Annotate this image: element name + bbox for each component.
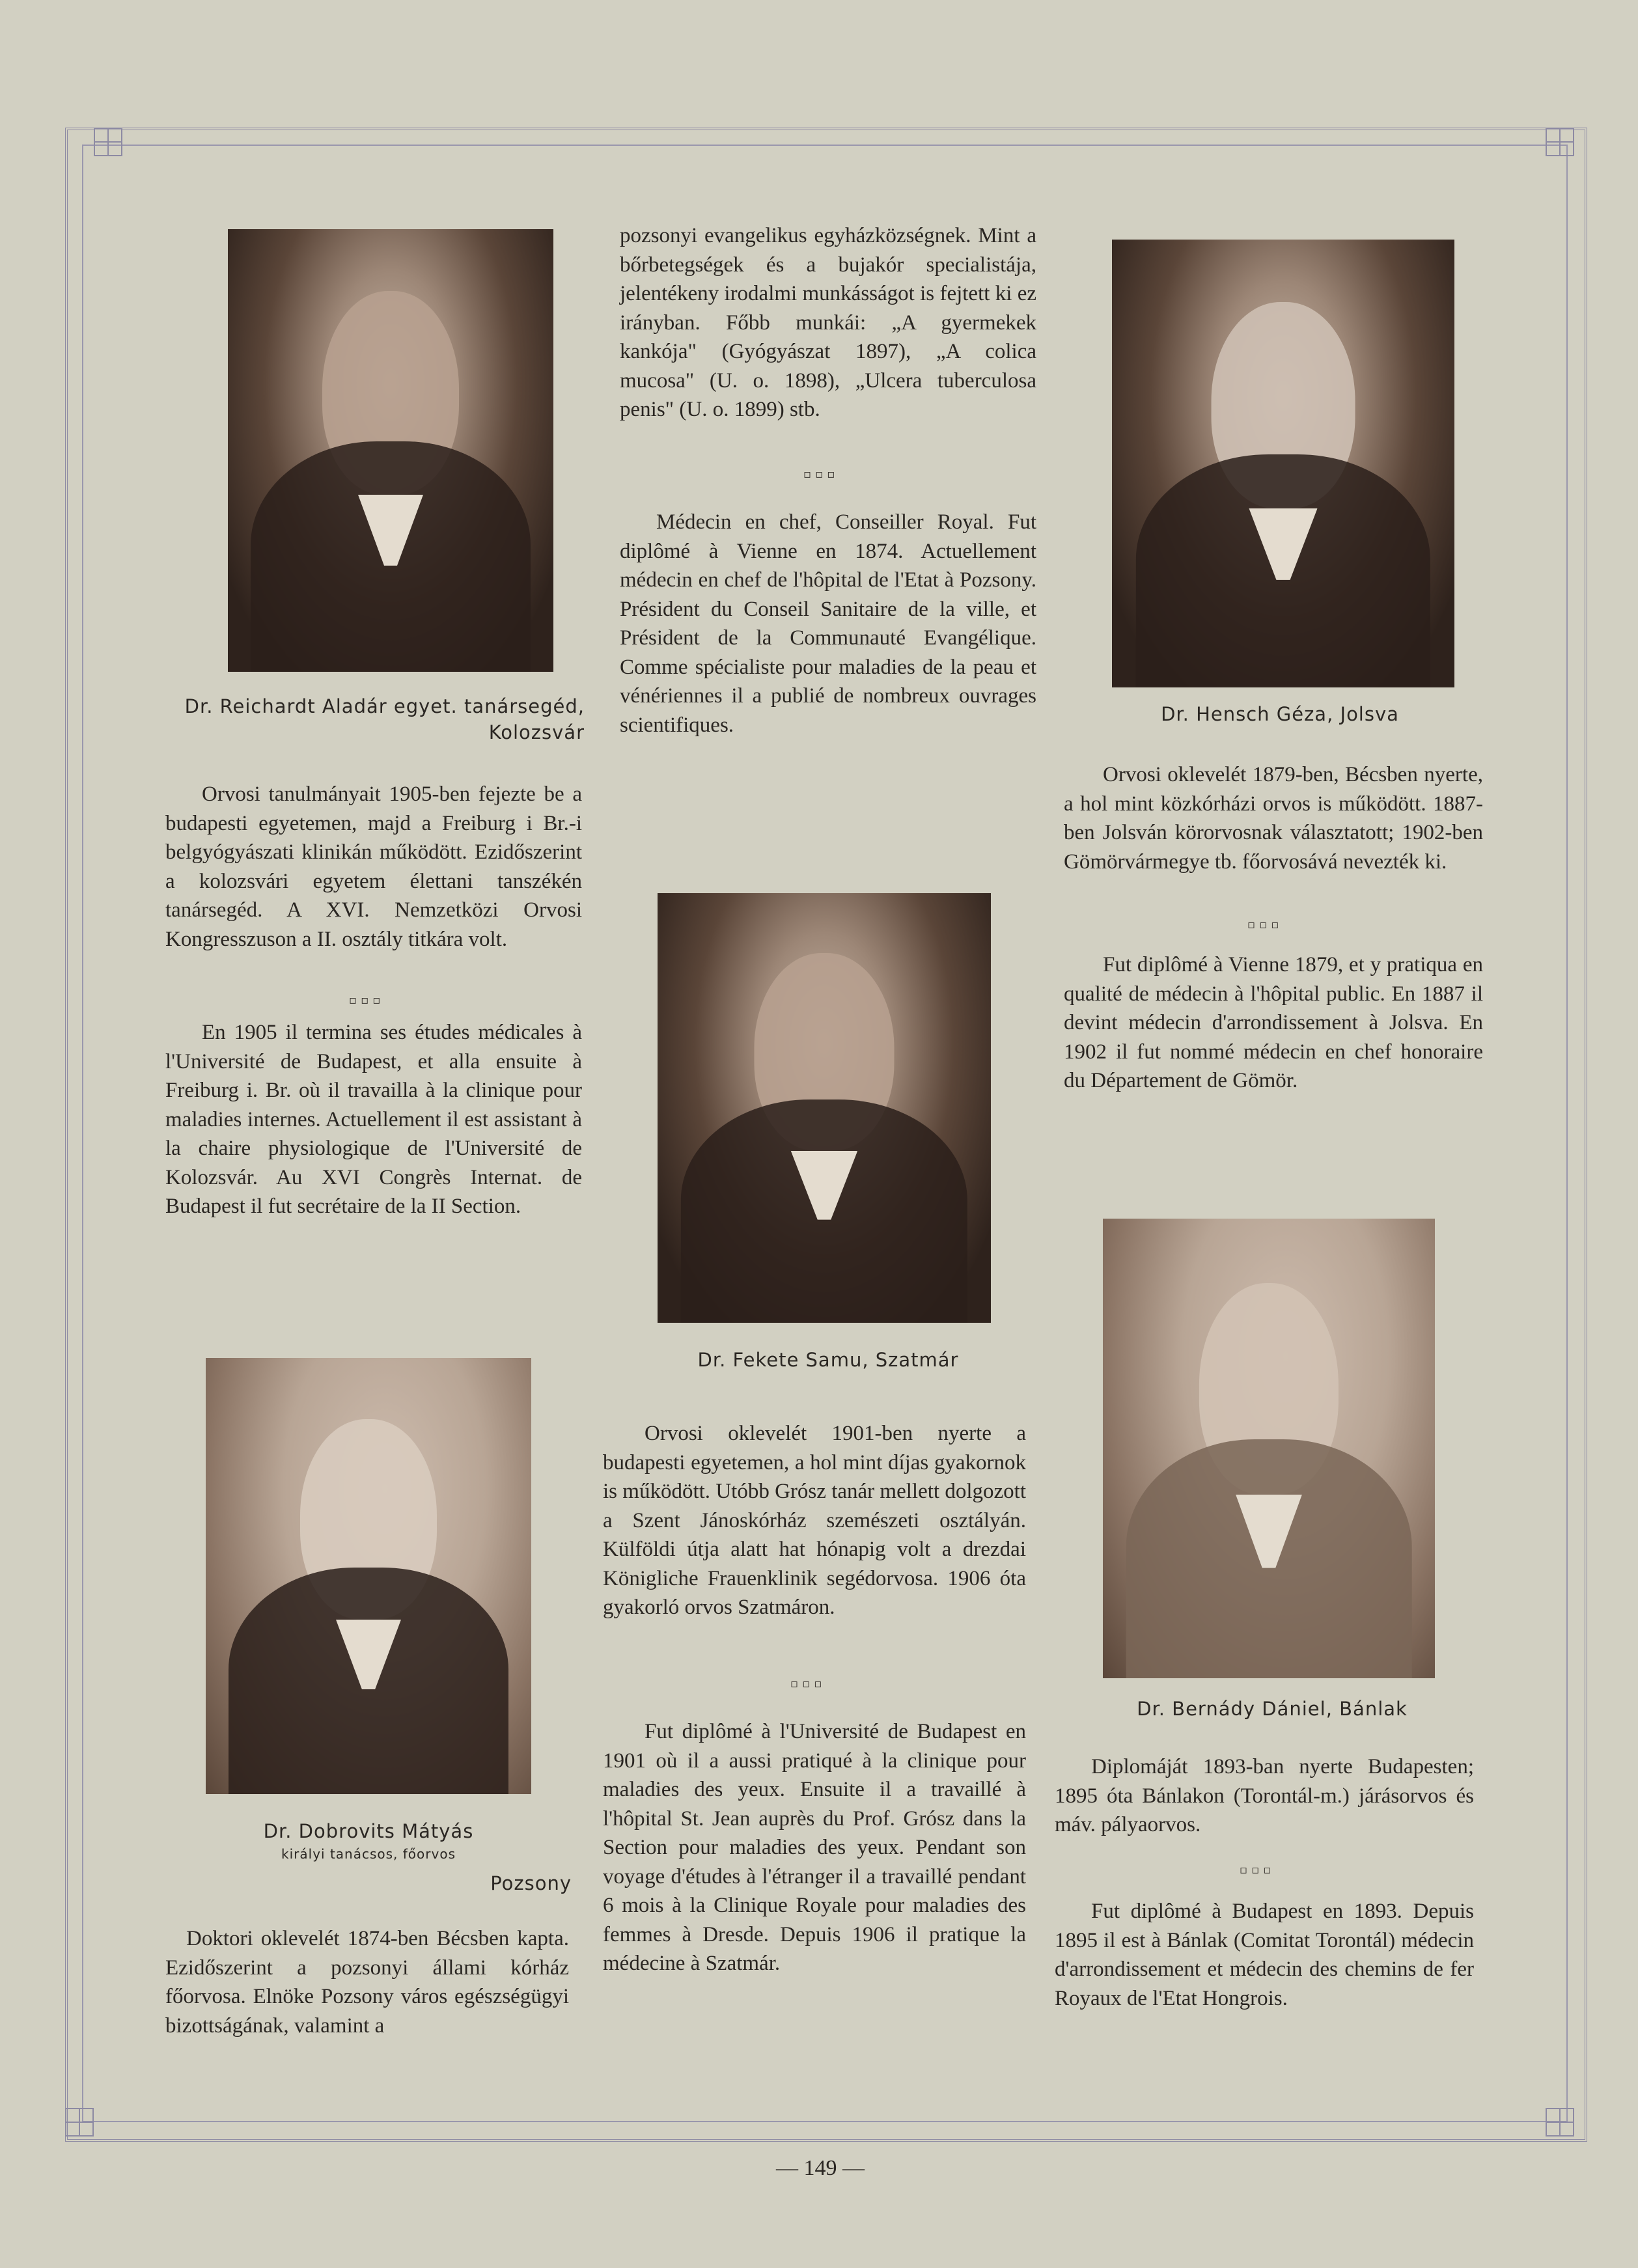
corner-ornament-bottom-left <box>65 2108 94 2137</box>
portrait-reichardt <box>228 229 553 672</box>
caption-dobrovits-title: királyi tanácsos, főorvos <box>281 1846 456 1862</box>
caption-reichardt-name: Dr. Reichardt Aladár egyet. tanársegéd, <box>184 695 585 717</box>
corner-ornament-bottom-right <box>1546 2108 1574 2137</box>
bio-bernady-hungarian: Diplomáját 1893-ban nyerte Budapesten; 1895 óta Bánlakon (Torontál-m.) járásorvos és máv. pályaorvos. <box>1055 1755 1474 1836</box>
portrait-bernady <box>1103 1219 1435 1678</box>
caption-dobrovits-place: Pozsony <box>490 1872 572 1894</box>
bio-dobrovits-hungarian: Doktori oklevelét 1874-ben Bécsben kapta. Ezidőszerint a pozsonyi állami kórház főorvosa. Elnöke Pozsony város egészségügyi bizottságának, valamint a <box>165 1927 569 2038</box>
bio-dobrovits-french: Médecin en chef, Conseiller Royal. Fut diplômé à Vienne en 1874. Actuellement médecin en chef de l'hôpital de l'Etat à Pozsony. Président du Conseil Sanitaire de la ville, et Président de la Communauté Evangélique. Comme spécialiste pour maladies de la peau et vénériennes il a publié de nombreux ouvrages scientifiques. <box>620 510 1036 737</box>
bio-reichardt-hungarian: Orvosi tanulmányait 1905-ben fejezte be a budapesti egyetemen, majd a Freiburg i Br.-i belgyógyászati klinikán működött. Ezidőszerint a kolozsvári egyetem élettani tanszékén tanársegéd. A XVI. Nemzetközi Orvosi Kongresszuson a II. osztály titkára volt. <box>165 782 582 951</box>
bio-hensch-hungarian: Orvosi oklevelét 1879-ben, Bécsben nyerte, a hol mint közkórházi orvos is működött. 1887-ben Jolsván körorvosnak választatott; 1902-ben Gömörvármegye tb. főorvosává nevezték ki. <box>1064 763 1483 874</box>
section-separator: ▫▫▫ <box>349 993 385 1007</box>
caption-bernady-name: Dr. Bernády Dániel, Bánlak <box>1137 1698 1408 1720</box>
corner-ornament-top-right <box>1546 128 1574 156</box>
corner-ornament-top-left <box>94 128 122 156</box>
caption-dobrovits-name: Dr. Dobrovits Mátyás <box>263 1820 474 1842</box>
section-separator: ▫▫▫ <box>790 1677 826 1691</box>
caption-reichardt-place: Kolozsvár <box>488 721 585 743</box>
bio-bernady-french: Fut diplômé à Budapest en 1893. Depuis 1895 il est à Bánlak (Comitat Torontál) médecin d'arrondissement et médecin des chemins de fer Royaux de l'Etat Hongrois. <box>1055 1900 1474 2010</box>
bio-fekete-french: Fut diplômé à l'Université de Budapest en 1901 où il a aussi pratiqué à la clinique pour maladies des yeux. Ensuite il a travaillé à l'hôpital St. Jean auprès du Prof. Grósz dans la Section pour maladies des yeux. Pendant son voyage d'études à l'étranger il a travaillé pendant 6 mois à la Clinique Royale pour maladies des femmes à Dresde. Depuis 1906 il pratique la médecine à Szatmár. <box>603 1720 1026 1975</box>
portrait-dobrovits <box>206 1358 531 1794</box>
section-separator: ▫▫▫ <box>1240 1863 1275 1877</box>
section-separator: ▫▫▫ <box>1247 918 1283 932</box>
bio-reichardt-french: En 1905 il termina ses études médicales à l'Université de Budapest, et alla ensuite à Freiburg i. Br. où il travailla à la clinique pour maladies internes. Actuellement il est assistant à la chaire physiologique de l'Université de Kolozsvár. Au XVI Congrès Internat. de Budapest il fut secrétaire de la II Section. <box>165 1021 582 1218</box>
page-number: — 149 — <box>776 2156 865 2180</box>
caption-fekete-name: Dr. Fekete Samu, Szatmár <box>697 1349 959 1371</box>
portrait-hensch <box>1112 240 1454 687</box>
portrait-fekete <box>658 893 991 1323</box>
section-separator: ▫▫▫ <box>803 467 839 481</box>
bio-hensch-french: Fut diplômé à Vienne 1879, et y pratiqua en qualité de médecin à l'hôpital public. En 1887 il devint médecin d'arrondissement à Jolsva. En 1902 il fut nommé médecin en chef honoraire du Département de Gömör. <box>1064 953 1483 1092</box>
bio-fekete-hungarian: Orvosi oklevelét 1901-ben nyerte a budapesti egyetemen, a hol mint díjas gyakornok is működött. Utóbb Grósz tanár mellett dolgozott a Szent Jánoskórház szemészeti osztályán. Külföldi útja alatt hat hónapig volt a drezdai Königliche Frauenklinik segédorvosa. 1906 óta gyakorló orvos Szatmáron. <box>603 1422 1026 1619</box>
bio-dobrovits-hungarian-continued: pozsonyi evangelikus egyházközségnek. Mint a bőrbetegségek és a bujakór specialistája, jelentékeny irodalmi munkásságot is fejtett ki ez irányban. Főbb munkái: „A gyermekek kankója" (Gyógyászat 1897), „A colica mucosa" (U. o. 1898), „Ulcera tuberculosa penis" (U. o. 1899) stb. <box>620 224 1036 421</box>
caption-hensch-name: Dr. Hensch Géza, Jolsva <box>1161 703 1399 725</box>
